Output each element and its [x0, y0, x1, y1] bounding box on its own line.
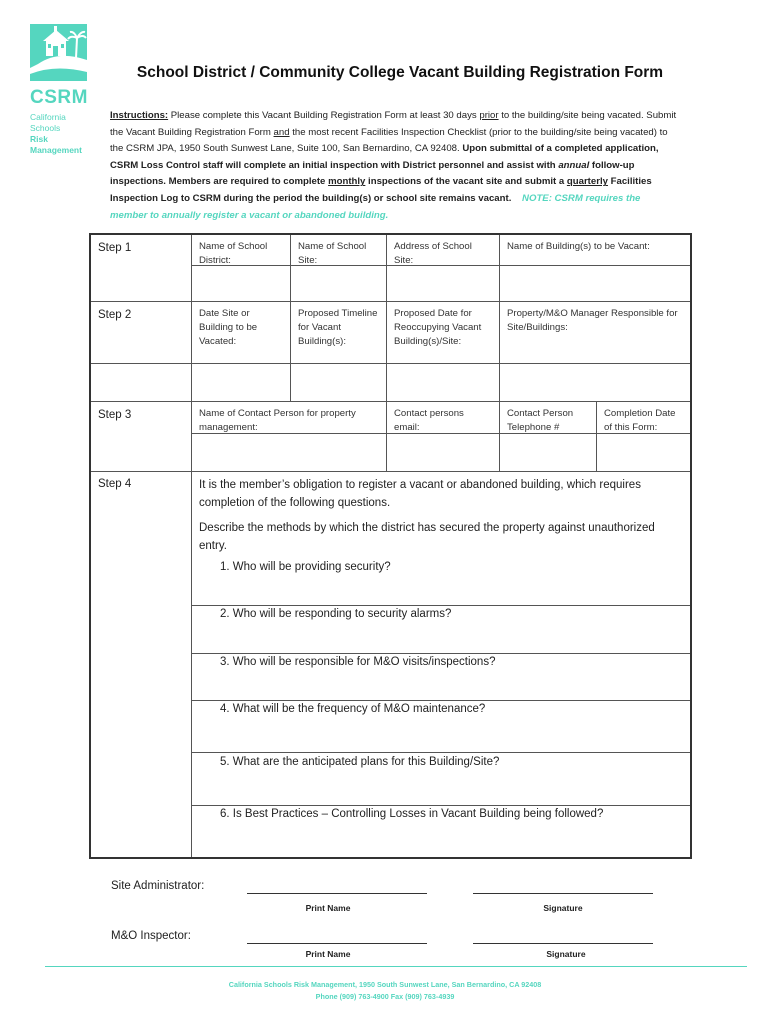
step-3-label: Step 3	[98, 409, 132, 421]
question-5: 5. What are the anticipated plans for this Building/Site?	[220, 756, 500, 768]
reoccupy-date-label: Proposed Date for Reoccupying Vacant Building(s)/Site:	[394, 308, 482, 347]
instructions-monthly: monthly	[328, 176, 366, 188]
form-title: School District / Community College Vacant Building Registration Form	[136, 64, 664, 81]
question-1: 1. Who will be providing security?	[220, 561, 391, 573]
contact-email-field[interactable]	[387, 434, 499, 471]
step-2-label: Step 2	[98, 309, 132, 321]
logo-subtitle-2: Risk Management	[30, 134, 82, 155]
logo-text: CSRM	[30, 87, 88, 108]
footer-address: California Schools Risk Management, 1950 South Sunwest Lane, San Bernardino, CA 92408	[228, 980, 542, 989]
mo-inspector-name-line[interactable]	[247, 943, 427, 944]
question-6: 6. Is Best Practices – Controlling Losses in Vacant Building being followed?	[220, 808, 604, 820]
instructions-text: Please complete this Vacant Building Registration Form at least 30 days	[168, 110, 480, 121]
school-address-label: Address of School Site:	[394, 241, 472, 266]
completion-date-field[interactable]	[597, 434, 690, 471]
instructions-note: NOTE: CSRM requires the member to annually register a vacant or abandoned building.	[110, 192, 641, 221]
signature-caption: Signature	[546, 949, 586, 959]
manager-responsible-label: Property/M&O Manager Responsible for Site/Buildings:	[507, 308, 678, 333]
buildings-vacant-label: Name of Building(s) to be Vacant:	[507, 241, 650, 252]
contact-telephone-field[interactable]	[500, 434, 596, 471]
step-4-describe-text: Describe the methods by which the district has secured the property against unauthorized entry.	[199, 522, 655, 552]
instructions-bold: Upon submittal of a completed application, CSRM Loss Control staff will complete an initial inspection with District personnel and assist with	[110, 143, 659, 171]
contact-telephone-label: Contact Person Telephone #	[507, 408, 574, 433]
instructions-annual: annual	[558, 159, 590, 171]
instructions-bold: follow-up inspections. Members are required to complete	[110, 159, 635, 188]
csrm-logo	[30, 24, 92, 156]
manager-responsible-field[interactable]	[500, 364, 690, 401]
step-4-label: Step 4	[98, 478, 132, 490]
instructions-text: the most recent Facilities Inspection Checklist (prior to the building/site being vacated) to the CSRM JPA, 1950 South Sunwest Lane, Suite 100, San Bernardino, CA 92408.	[110, 126, 668, 155]
buildings-vacant-field[interactable]	[500, 266, 690, 301]
instructions-label: Instructions:	[110, 110, 169, 121]
site-administrator-label: Site Administrator:	[111, 880, 205, 892]
question-3: 3. Who will be responsible for M&O visits/inspections?	[220, 656, 496, 668]
reoccupy-date-field[interactable]	[387, 364, 499, 401]
step-4-obligation-text: It is the member’s obligation to register a vacant or abandoned building, which requires completion of the following questions.	[199, 479, 641, 509]
question-2: 2. Who will be responding to security alarms?	[220, 608, 452, 620]
instructions-and: and	[273, 126, 290, 138]
instructions-text: to the building/site being vacated. Submit the Vacant Building Registration Form	[110, 110, 677, 138]
school-district-label: Name of School District:	[199, 241, 268, 266]
school-site-field[interactable]	[291, 266, 386, 301]
mo-inspector-signature-line[interactable]	[473, 943, 653, 944]
instructions-bold: inspections of the vacant site and submit a	[365, 176, 567, 188]
print-name-caption: Print Name	[305, 949, 351, 959]
school-district-field[interactable]	[192, 266, 290, 301]
contact-person-field[interactable]	[192, 434, 386, 471]
proposed-timeline-label: Proposed Timeline for Vacant Building(s):	[298, 308, 378, 347]
instructions-bold: Facilities Inspection Log to CSRM during the period the building(s) or school site remains vacant.	[110, 176, 652, 204]
contact-person-label: Name of Contact Person for property management:	[199, 408, 356, 433]
schoolhouse-logo-icon	[30, 24, 87, 81]
footer-phone: Phone (909) 763-4900 Fax (909) 763-4939	[315, 992, 455, 1001]
logo-subtitle-1: California Schools	[30, 112, 66, 133]
site-administrator-name-line[interactable]	[247, 893, 427, 894]
print-name-caption: Print Name	[305, 903, 351, 913]
school-address-field[interactable]	[387, 266, 499, 301]
footer-divider	[45, 966, 747, 967]
proposed-timeline-field[interactable]	[291, 364, 386, 401]
signature-caption: Signature	[543, 903, 583, 913]
completion-date-label: Completion Date of this Form:	[604, 408, 676, 433]
site-administrator-signature-line[interactable]	[473, 893, 653, 894]
contact-email-label: Contact persons email:	[394, 408, 464, 433]
date-vacated-label: Date Site or Building to be Vacated:	[199, 308, 258, 347]
question-4: 4. What will be the frequency of M&O maintenance?	[220, 703, 486, 715]
date-vacated-field[interactable]	[192, 364, 290, 401]
mo-inspector-label: M&O Inspector:	[111, 930, 191, 942]
instructions	[110, 108, 678, 224]
school-site-label: Name of School Site:	[298, 241, 367, 266]
step-1-label: Step 1	[98, 242, 132, 254]
instructions-prior: prior	[479, 110, 499, 121]
instructions-quarterly: quarterly	[566, 176, 608, 188]
